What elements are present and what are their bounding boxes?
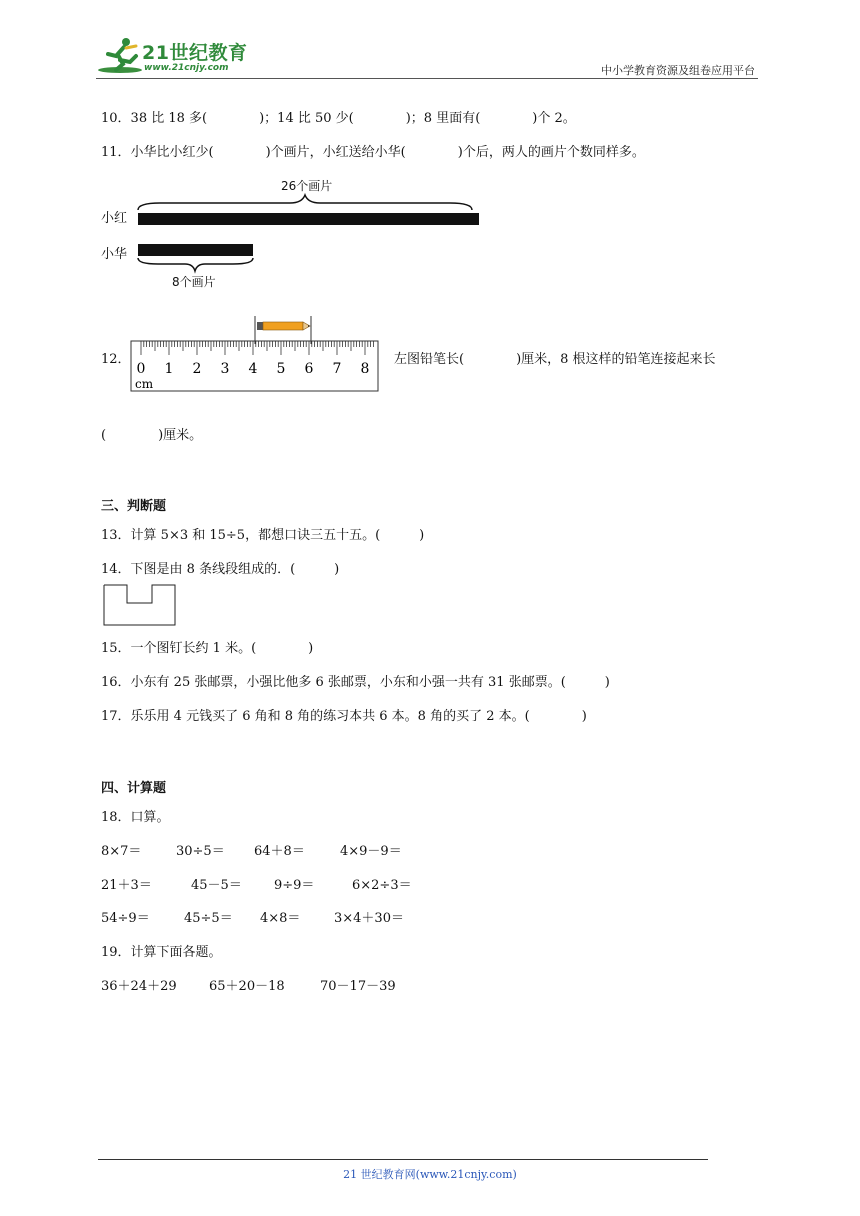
expression-item: 70－17－39 (320, 979, 396, 994)
calc-item: 6×2÷3＝ (352, 878, 412, 893)
footer-link[interactable]: 21 世纪教育网(www.21cnjy.com) (343, 1168, 517, 1181)
bars-svg (130, 188, 490, 278)
question-18: 18．口算。 (101, 810, 170, 825)
logo-url: www.21cnjy.com (144, 63, 229, 73)
section-4-title: 四、计算题 (101, 781, 167, 796)
xiaohua-bar (138, 244, 253, 256)
ruler-tick-label: 0 (136, 361, 146, 377)
xiaohong-bar (138, 213, 479, 225)
question-12-continued: ( )厘米。 (101, 428, 203, 443)
ruler-tick-label: 4 (248, 361, 258, 377)
bottom-count-label: 8个画片 (172, 275, 216, 289)
section-3-title: 三、判断题 (101, 499, 167, 514)
question-13: 13．计算 5×3 和 15÷5，都想口诀三五十五。( ) (101, 528, 425, 543)
ruler-tick-label: 5 (276, 361, 286, 377)
ruler-tick-label: 2 (192, 361, 202, 377)
segment-figure (103, 583, 177, 627)
calc-item: 54÷9＝ (101, 911, 150, 926)
label-xiaohong: 小红 (101, 211, 128, 226)
calc-item: 45－5＝ (191, 878, 242, 893)
bottom-brace (138, 258, 253, 271)
expression-item: 36＋24＋29 (101, 979, 177, 994)
calc-item: 3×4＋30＝ (334, 911, 404, 926)
footer-divider (98, 1159, 708, 1160)
calc-item: 30÷5＝ (176, 844, 225, 859)
site-logo (96, 36, 266, 78)
calc-item: 4×8＝ (260, 911, 301, 926)
question-10: 10．38 比 18 多( )；14 比 50 少( )；8 里面有( )个 2。 (101, 111, 576, 126)
question-14: 14．下图是由 8 条线段组成的．( ) (101, 562, 340, 577)
expression-item: 65＋20－18 (209, 979, 285, 994)
calc-item: 45÷5＝ (184, 911, 233, 926)
ruler-tick-label: 8 (360, 361, 370, 377)
pencil-icon (255, 316, 311, 344)
top-brace (138, 195, 472, 210)
question-19: 19．计算下面各题。 (101, 945, 222, 960)
ruler-tick-label: 6 (304, 361, 314, 377)
question-16: 16．小东有 25 张邮票，小强比他多 6 张邮票，小东和小强一共有 31 张邮票。( ) (101, 675, 610, 690)
ruler-tick-label: 7 (332, 361, 342, 377)
calc-item: 4×9－9＝ (340, 844, 402, 859)
question-11: 11．小华比小红少( )个画片，小红送给小华( )个后，两人的画片个数同样多。 (101, 145, 645, 160)
ruler-tick-label: 3 (220, 361, 230, 377)
question-17: 17．乐乐用 4 元钱买了 6 角和 8 角的练习本共 6 本。8 角的买了 2 本。( ) (101, 709, 587, 724)
ruler-labels (137, 361, 370, 377)
platform-name: 中小学教育资源及组卷应用平台 (601, 64, 755, 77)
question-12-text: 左图铅笔长( )厘米，8 根这样的铅笔连接起来长 (394, 352, 716, 367)
question-12-number: 12． (101, 352, 131, 367)
top-count-label: 26个画片 (281, 179, 333, 193)
calc-item: 9÷9＝ (274, 878, 315, 893)
ruler-with-pencil (126, 314, 382, 394)
ruler-unit: cm (135, 377, 154, 391)
header-divider (96, 78, 758, 79)
runner-logo-icon (96, 36, 144, 76)
calc-item: 64＋8＝ (254, 844, 305, 859)
label-xiaohua: 小华 (101, 247, 128, 262)
calc-item: 21＋3＝ (101, 878, 152, 893)
logo-text: 21世纪教育 (142, 42, 248, 64)
question-15: 15．一个图钉长约 1 米。( ) (101, 641, 314, 656)
ruler-tick-label: 1 (164, 361, 174, 377)
calc-item: 8×7＝ (101, 844, 142, 859)
